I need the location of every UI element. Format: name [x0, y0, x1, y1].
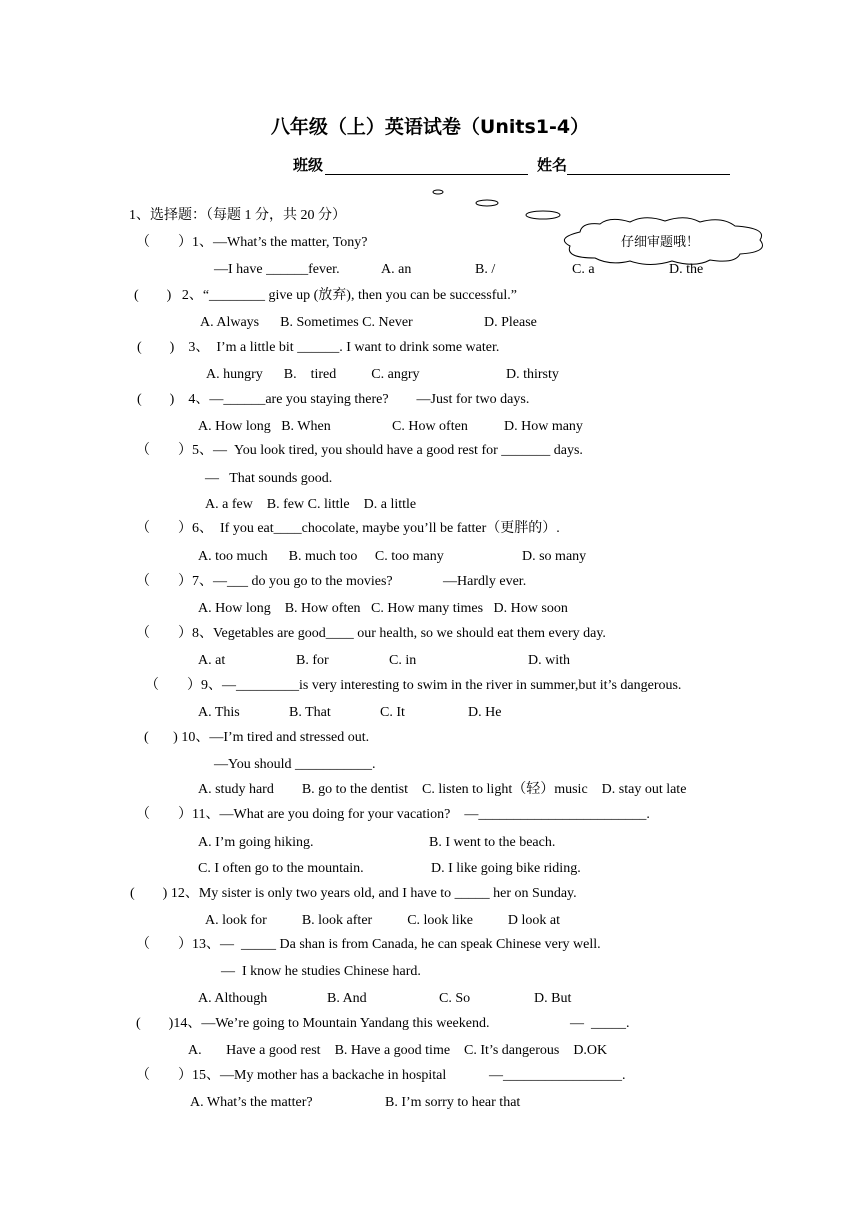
bubble-dot-medium — [476, 200, 498, 206]
section-heading: 1、选择题：（每题 1 分，共 20 分） — [129, 208, 346, 223]
q8-option-d: D. with — [528, 653, 570, 668]
q9-option-b: B. That — [289, 705, 331, 720]
bubble-dot-large — [526, 211, 560, 219]
q1-option-a: A. an — [381, 262, 412, 277]
q9-stem: （ ）9、—_________is very interesting to swim in the river in summer,but it’s dangerous. — [145, 678, 682, 693]
q13-reply: — I know he studies Chinese hard. — [221, 964, 421, 979]
q6-options-abc: A. too much B. much too C. too many — [198, 549, 444, 564]
q2-option-d: D. Please — [484, 315, 537, 330]
q12-options: A. look for B. look after C. look like D look at — [205, 913, 561, 928]
q15-option-b: B. I’m sorry to hear that — [385, 1095, 521, 1110]
q8-option-b: B. for — [296, 653, 329, 668]
q3-option-d: D. thirsty — [506, 367, 559, 382]
q5-reply: — That sounds good. — [205, 471, 333, 486]
q3-stem: ( ) 3、 I’m a little bit ______. I want to drink some water. — [137, 340, 500, 355]
q10-stem: ( ) 10、—I’m tired and stressed out. — [144, 730, 370, 745]
q9-option-c: C. It — [380, 705, 405, 720]
name-label: 姓名 — [537, 156, 568, 174]
q4-option-c: C. How often — [392, 419, 468, 434]
q12-stem: ( ) 12、My sister is only two years old, and I have to _____ her on Sunday. — [130, 886, 577, 901]
q1-option-d: D. the — [669, 262, 704, 277]
q9-option-d: D. He — [468, 705, 502, 720]
q13-option-b: B. And — [327, 991, 367, 1006]
q14-stem: ( )14、—We’re going to Mountain Yandang this weekend. — [136, 1016, 490, 1031]
q8-option-c: C. in — [389, 653, 417, 668]
q4-stem: ( ) 4、—______are you staying there? —Just for two days. — [137, 392, 530, 407]
q13-option-d: D. But — [534, 991, 572, 1006]
q8-option-a: A. at — [198, 653, 226, 668]
q1-option-b: B. / — [475, 262, 496, 277]
q10-options: A. study hard B. go to the dentist C. listen to light（轻）music D. stay out late — [198, 782, 687, 797]
bubble-dot-small — [433, 190, 443, 194]
q5-options: A. a few B. few C. little D. a little — [205, 497, 417, 512]
q9-option-a: A. This — [198, 705, 240, 720]
q13-option-c: C. So — [439, 991, 471, 1006]
class-label: 班级 — [293, 156, 324, 174]
q2-options-abc: A. Always B. Sometimes C. Never — [200, 315, 413, 330]
q15-reply: —_________________. — [489, 1068, 626, 1083]
q13-option-a: A. Although — [198, 991, 268, 1006]
q7-reply: —Hardly ever. — [443, 574, 527, 589]
q1-reply: —I have ______fever. — [214, 262, 340, 277]
q6-option-d: D. so many — [522, 549, 587, 564]
q3-options-abc: A. hungry B. tired C. angry — [206, 367, 420, 382]
q11-option-c: C. I often go to the mountain. — [198, 861, 364, 876]
q4-option-d: D. How many — [504, 419, 583, 434]
q1-stem: （ ）1、—What’s the matter, Tony? — [136, 235, 368, 250]
q11-option-b: B. I went to the beach. — [429, 835, 556, 850]
q1-option-c: C. a — [572, 262, 595, 277]
q2-stem: ( ) 2、“________ give up (放弃), then you can be successful.” — [134, 288, 517, 303]
q13-stem: （ ）13、— _____ Da shan is from Canada, he can speak Chinese very well. — [136, 937, 601, 952]
q7-stem: （ ）7、—___ do you go to the movies? — [136, 574, 393, 589]
q15-option-a: A. What’s the matter? — [190, 1095, 313, 1110]
q8-stem: （ ）8、Vegetables are good____ our health, so we should eat them every day. — [136, 626, 606, 641]
q14-options: A. Have a good rest B. Have a good time C. It’s dangerous D.OK — [188, 1043, 608, 1058]
reminder-text: 仔细审题哦！ — [621, 235, 700, 250]
q10-reply: —You should ___________. — [214, 757, 376, 772]
q11-option-a: A. I’m going hiking. — [198, 835, 314, 850]
q6-stem: （ ）6、 If you eat____chocolate, maybe you’ll be fatter（更胖的）. — [136, 521, 560, 536]
q4-options-ab: A. How long B. When — [198, 419, 331, 434]
q15-stem: （ ）15、—My mother has a backache in hospital — [136, 1068, 447, 1083]
exam-title: 八年级（上）英语试卷（Units1-4） — [270, 116, 590, 138]
q11-option-d: D. I like going bike riding. — [431, 861, 581, 876]
q7-options: A. How long B. How often C. How many times D. How soon — [198, 601, 568, 616]
q5-stem: （ ）5、— You look tired, you should have a good rest for _______ days. — [136, 443, 583, 458]
q11-stem: （ ）11、—What are you doing for your vacation? —________________________. — [136, 807, 650, 822]
reminder-cloud-graphic — [0, 0, 860, 300]
q14-reply: — _____. — [570, 1016, 630, 1031]
